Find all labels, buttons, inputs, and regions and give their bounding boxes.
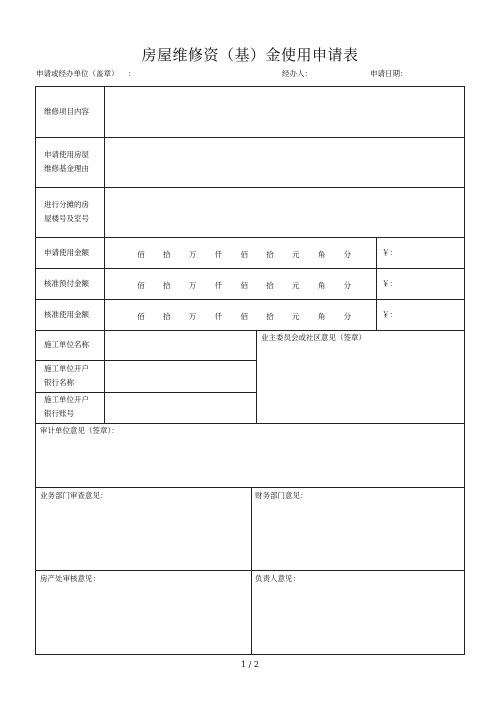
amount-unit-requested: 仟 xyxy=(214,250,223,259)
amount-unit-approved: 分 xyxy=(343,312,352,321)
finance-dept-opinion-label: 财务部门意见： xyxy=(255,491,308,500)
amount-unit-prepaid: 拾 xyxy=(266,281,274,290)
reason-label-line1: 申请使用房屋 xyxy=(44,150,89,159)
amount-unit-prepaid: 分 xyxy=(343,281,352,290)
contractor-name-label: 施工单位名称 xyxy=(44,340,89,349)
amount-unit-requested: 佰 xyxy=(240,250,248,259)
amount-unit-prepaid: 角 xyxy=(317,281,326,290)
amount-unit-requested: 分 xyxy=(343,250,352,259)
bank-name-label-line1: 施工单位开户 xyxy=(44,364,89,373)
application-table xyxy=(35,86,465,655)
currency-symbol-prepaid: ￥： xyxy=(382,279,397,288)
owners-committee-opinion-label: 业主委员会或社区意见（签章） xyxy=(261,333,366,342)
amount-unit-requested: 拾 xyxy=(266,250,274,259)
amount-unit-approved: 元 xyxy=(292,312,300,321)
amount-unit-approved: 角 xyxy=(317,312,326,321)
bank-name-label-line2: 银行名称 xyxy=(44,378,74,387)
amount-approved-label: 核准使用金额 xyxy=(44,310,89,319)
housing-office-opinion-label: 房产处审核意见： xyxy=(40,574,100,583)
amount-unit-requested: 拾 xyxy=(163,250,171,259)
amount-unit-prepaid: 佰 xyxy=(137,281,145,290)
applicant-label: 申请或经办单位（盖章） xyxy=(36,69,119,78)
amount-unit-approved: 佰 xyxy=(240,312,248,321)
amount-unit-approved: 佰 xyxy=(137,312,145,321)
currency-symbol-requested: ￥： xyxy=(382,248,397,257)
amount-unit-approved: 拾 xyxy=(163,312,171,321)
amount-unit-prepaid: 拾 xyxy=(163,281,171,290)
amount-unit-requested: 万 xyxy=(188,250,197,259)
amount-unit-requested: 元 xyxy=(292,250,300,259)
currency-symbol-approved: ￥： xyxy=(382,310,397,319)
bank-account-label-line2: 银行账号 xyxy=(44,409,74,418)
bank-account-label-line1: 施工单位开户 xyxy=(44,395,89,404)
audit-opinion-label: 审计单位意见（签章）： xyxy=(40,426,119,435)
handler-label: 经办人： xyxy=(282,69,312,78)
amount-unit-approved: 万 xyxy=(188,312,197,321)
amount-unit-approved: 拾 xyxy=(266,312,274,321)
reason-label-line2: 维修基金理由 xyxy=(44,164,89,173)
amount-unit-prepaid: 元 xyxy=(292,281,300,290)
amount-prepaid-label: 核准预付金额 xyxy=(44,279,89,288)
allocation-label-line1: 进行分摊的房 xyxy=(44,200,89,209)
amount-requested-label: 申请使用金额 xyxy=(44,248,89,257)
responsible-person-opinion-label: 负责人意见： xyxy=(255,574,300,583)
applicant-colon: ： xyxy=(128,69,136,78)
amount-unit-requested: 佰 xyxy=(137,250,145,259)
form-title: 房屋维修资（基）金使用申请表 xyxy=(141,46,359,64)
amount-unit-prepaid: 万 xyxy=(188,281,197,290)
amount-unit-prepaid: 仟 xyxy=(214,281,223,290)
amount-unit-prepaid: 佰 xyxy=(240,281,248,290)
repair-content-label: 维修项目内容 xyxy=(44,107,89,116)
allocation-label-line2: 屋楼号及室号 xyxy=(44,214,89,223)
date-label: 申请日期： xyxy=(370,69,408,78)
business-dept-opinion-label: 业务部门审查意见： xyxy=(40,491,108,500)
amount-unit-requested: 角 xyxy=(317,250,326,259)
amount-unit-approved: 仟 xyxy=(214,312,223,321)
page-number: 1 / 2 xyxy=(241,660,259,669)
